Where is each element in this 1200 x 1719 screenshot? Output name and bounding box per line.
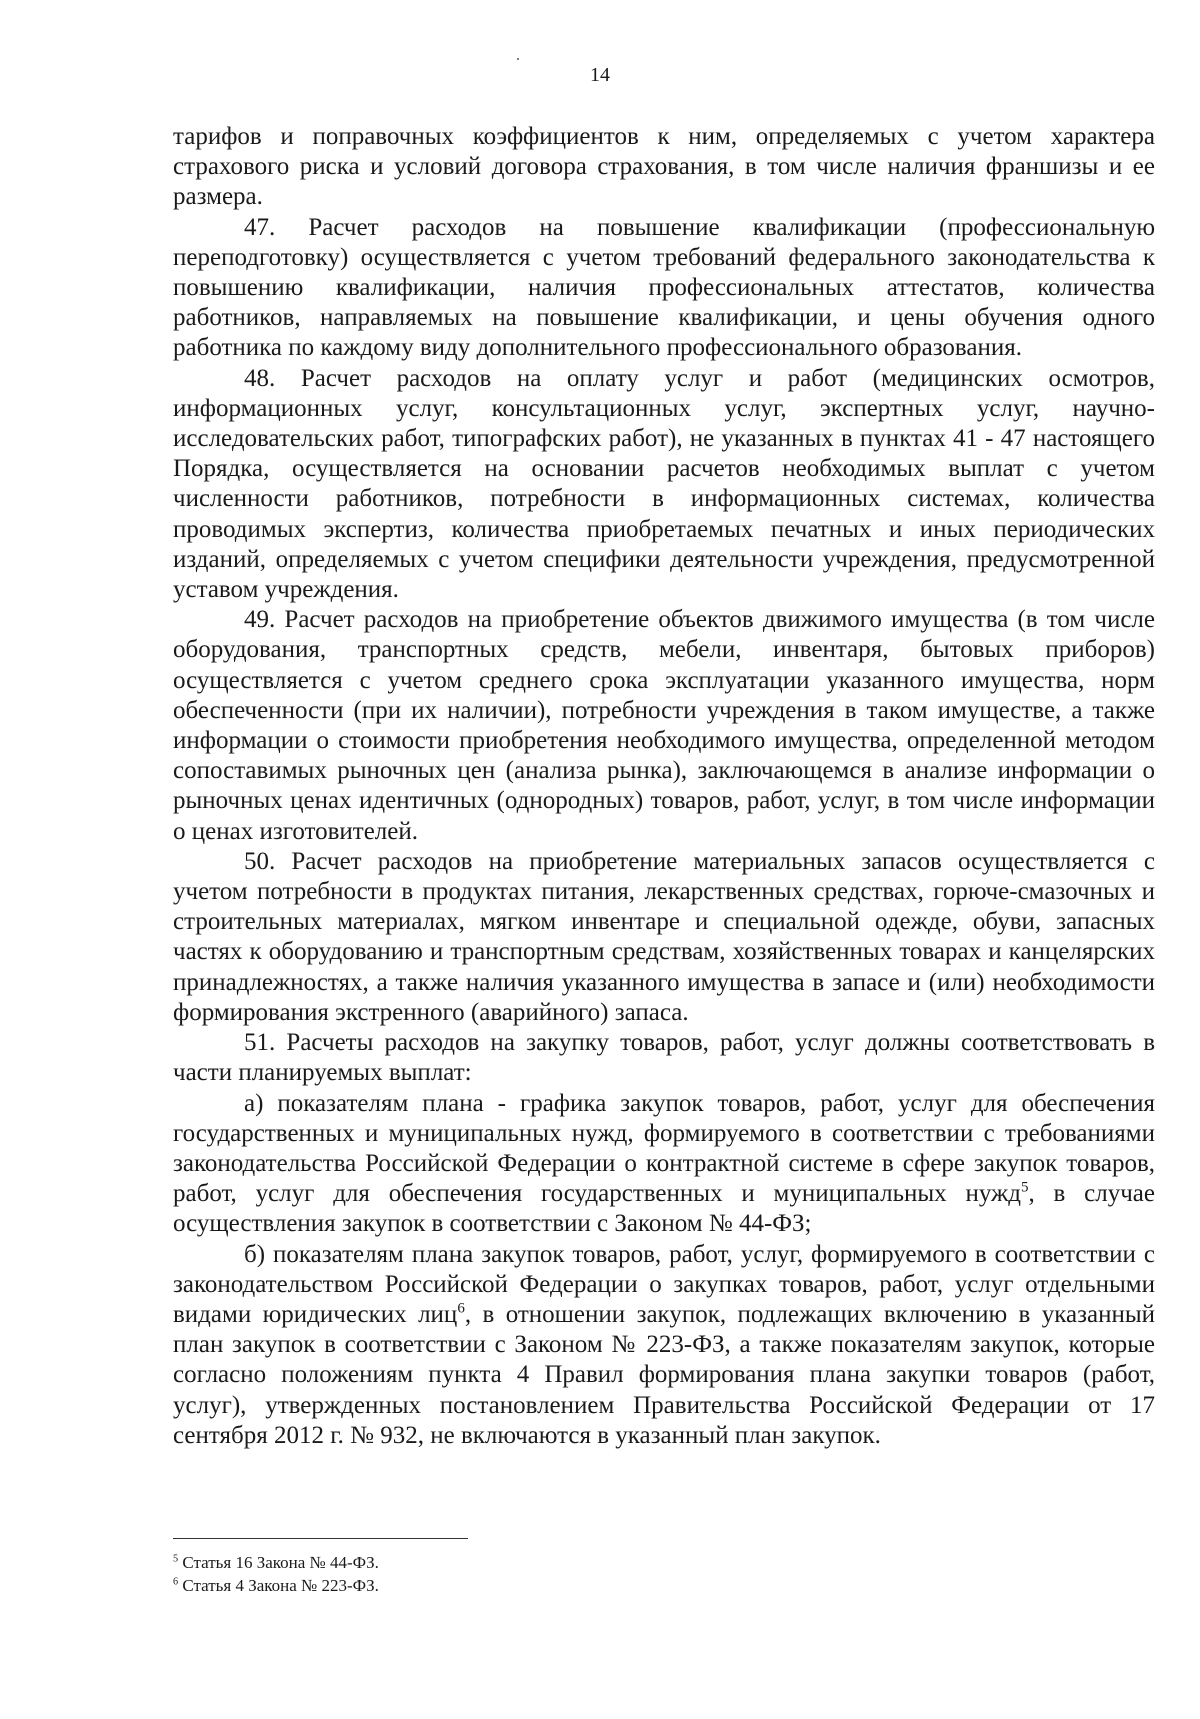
footnote-separator <box>173 1538 468 1539</box>
paragraph-text: а) показателям плана - графика закупок товаров, работ, услуг для обеспечения государственных и муниципальных нужд, формируемого в соответствии с требованиями законодательства Российской Федерации о контрактной системе в сфере закупок товаров, работ, услуг для обеспечения государственных и муниципальных нужд <box>173 1089 1155 1208</box>
footnote <box>173 1574 1073 1597</box>
footnote-mark: 6 <box>173 1576 179 1588</box>
paragraph <box>173 1028 1155 1088</box>
paragraph <box>173 1089 1155 1240</box>
footnote-text: Статья 16 Закона № 44-ФЗ. <box>178 1553 379 1572</box>
footnote-reference: 6 <box>457 1300 465 1317</box>
footnote-reference: 5 <box>1020 1179 1029 1196</box>
paragraph-text: 47. Расчет расходов на повышение квалификации (профессиональную переподготовку) осуществляется с учетом требований федерального законодательства к повышению квалификации, наличия профессиональных аттестатов, количества работников, направляемых на повышение квалификации, и цены обучения одного работника по каждому виду дополнительного профессионального образования. <box>173 213 1155 362</box>
paragraph-text: , в случае осуществления закупок в соответствии с Законом № 44-ФЗ; <box>173 1180 1155 1238</box>
paragraph-text: 49. Расчет расходов на приобретение объектов движимого имущества (в том числе оборудования, транспортных средств, мебели, инвентаря, бытовых приборов) осуществляется с учетом среднего срока эксплуатации указанного имущества, норм обеспеченности (при их наличии), потребности учреждения в таком имуществе, а также информации о стоимости приобретения необходимого имущества, определенной методом сопоставимых рыночных цен (анализа рынка), заключающемся в анализе информации о рыночных ценах идентичных (однородных) товаров, работ, услуг, в том числе информации о ценах изготовителей. <box>173 606 1155 845</box>
paragraph <box>173 364 1155 606</box>
footnote <box>173 1551 1073 1574</box>
paragraph-text: тарифов и поправочных коэффициентов к ним, определяемых с учетом характера страхового риска и условий договора страхования, в том числе наличия франшизы и ее размера. <box>173 123 1155 211</box>
paragraph-text: б) показателям плана закупок товаров, работ, услуг, формируемого в соответствии с законодательством Российской Федерации о закупках товаров, работ, услуг отдельными видами юридических лиц <box>173 1240 1155 1328</box>
paragraph <box>173 122 1155 213</box>
paragraph-text: 51. Расчеты расходов на закупку товаров, работ, услуг должны соответствовать в части планируемых выплат: <box>173 1029 1155 1087</box>
paragraph-text: 50. Расчет расходов на приобретение материальных запасов осуществляется с учетом потребности в продуктах питания, лекарственных средствах, горюче-смазочных и строительных материалах, мягком инвентаре и специальной одежде, обуви, запасных частях к оборудованию и транспортным средствам, хозяйственных товарах и канцелярских принадлежностях, а также наличия указанного имущества в запасе и (или) необходимости формирования экстренного (аварийного) запаса. <box>173 847 1155 1026</box>
paragraph <box>173 213 1155 364</box>
paragraph <box>173 1240 1155 1451</box>
paragraph-text: , в отношении закупок, подлежащих включению в указанный план закупок в соответствии с Законом № 223-ФЗ, а также показателям закупок, которые согласно положениям пункта 4 Правил формирования плана закупки товаров (работ, услуг), утвержденных постановлением Правительства Российской Федерации от 17 сентября 2012 г. № 932, не включаются в указанный план закупок. <box>173 1300 1156 1449</box>
paragraph-text: 48. Расчет расходов на оплату услуг и работ (медицинских осмотров, информационных услуг, консультационных услуг, экспертных услуг, научно-исследовательских работ, типографских работ), не указанных в пунктах 41 - 47 настоящего Порядка, осуществляется на основании расчетов необходимых выплат с учетом численности работников, потребности в информационных системах, количества проводимых экспертиз, количества приобретаемых печатных и иных периодических изданий, определяемых с учетом специфики деятельности учреждения, предусмотренной уставом учреждения. <box>173 364 1155 604</box>
footnote-mark: 5 <box>173 1553 179 1565</box>
document-body <box>173 122 1155 1451</box>
paragraph <box>173 605 1155 847</box>
footnotes <box>173 1551 1073 1597</box>
paragraph <box>173 847 1155 1028</box>
page-number: 14 <box>590 64 610 86</box>
scan-speck <box>517 58 519 60</box>
footnote-text: Статья 4 Закона № 223-ФЗ. <box>178 1576 379 1595</box>
